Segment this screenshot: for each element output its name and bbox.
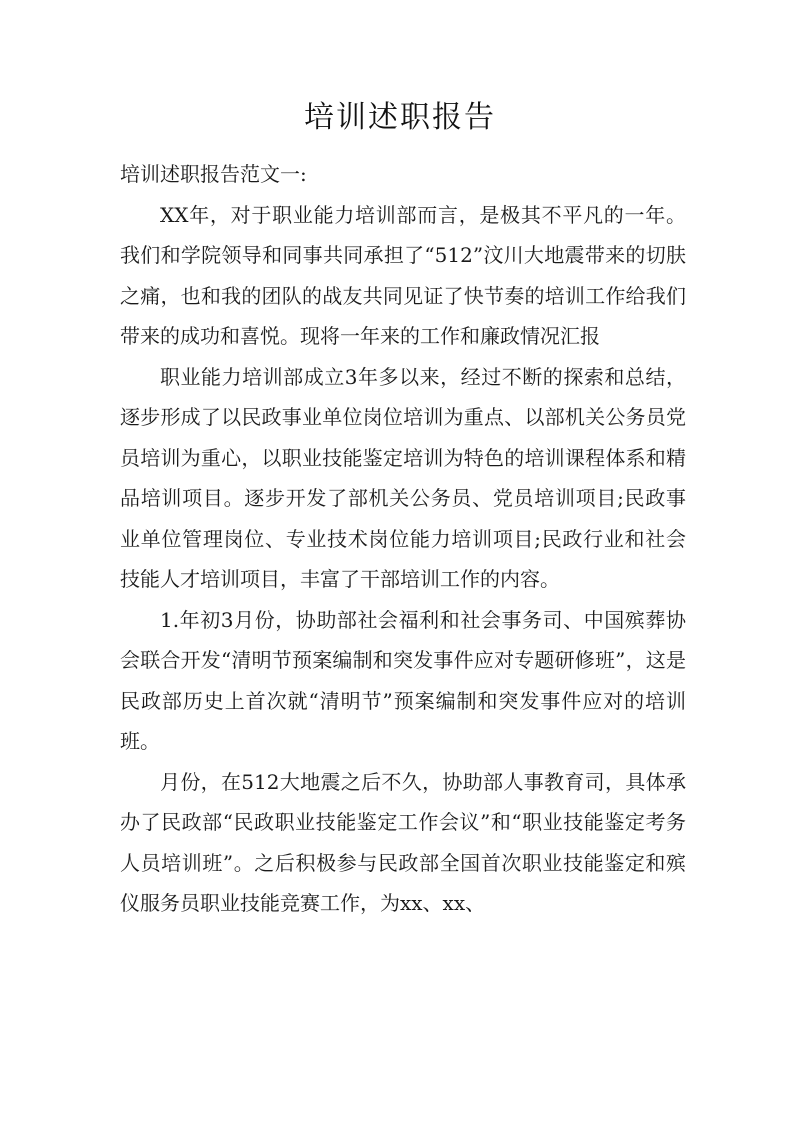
document-title: 培训述职报告 — [304, 100, 496, 135]
paragraph: 月份，在512大地震之后不久，协助部人事教育司，具体承办了民政部“民政职业技能鉴定工作会议”和“职业技能鉴定考务人员培训班”。之后积极参与民政部全国首次职业技能鉴定和殡仪服务员职业技能竞赛工作，为xx、xx、 — [120, 769, 686, 915]
paragraph: 1.年初3月份，协助部社会福利和社会事务司、中国殡葬协会联合开发“清明节预案编制和突发事件应对专题研修班”，这是民政部历史上首次就“清明节”预案编制和突发事件应对的培训班。 — [120, 607, 686, 753]
document-subtitle: 培训述职报告范文一: — [120, 162, 307, 186]
paragraph: XX年，对于职业能力培训部而言，是极其不平凡的一年。我们和学院领导和同事共同承担了“512”汶川大地震带来的切肤之痛，也和我的团队的战友共同见证了快节奏的培训工作给我们带来的成功和喜悦。现将一年来的工作和廉政情况汇报 — [120, 202, 686, 348]
paragraph: 职业能力培训部成立3年多以来，经过不断的探索和总结，逐步形成了以民政事业单位岗位培训为重点、以部机关公务员党员培训为重心，以职业技能鉴定培训为特色的培训课程体系和精品培训项目。逐步开发了部机关公务员、党员培训项目;民政事业单位管理岗位、专业技术岗位能力培训项目;民政行业和社会技能人才培训项目，丰富了干部培训工作的内容。 — [120, 364, 686, 591]
document-body — [120, 154, 686, 924]
